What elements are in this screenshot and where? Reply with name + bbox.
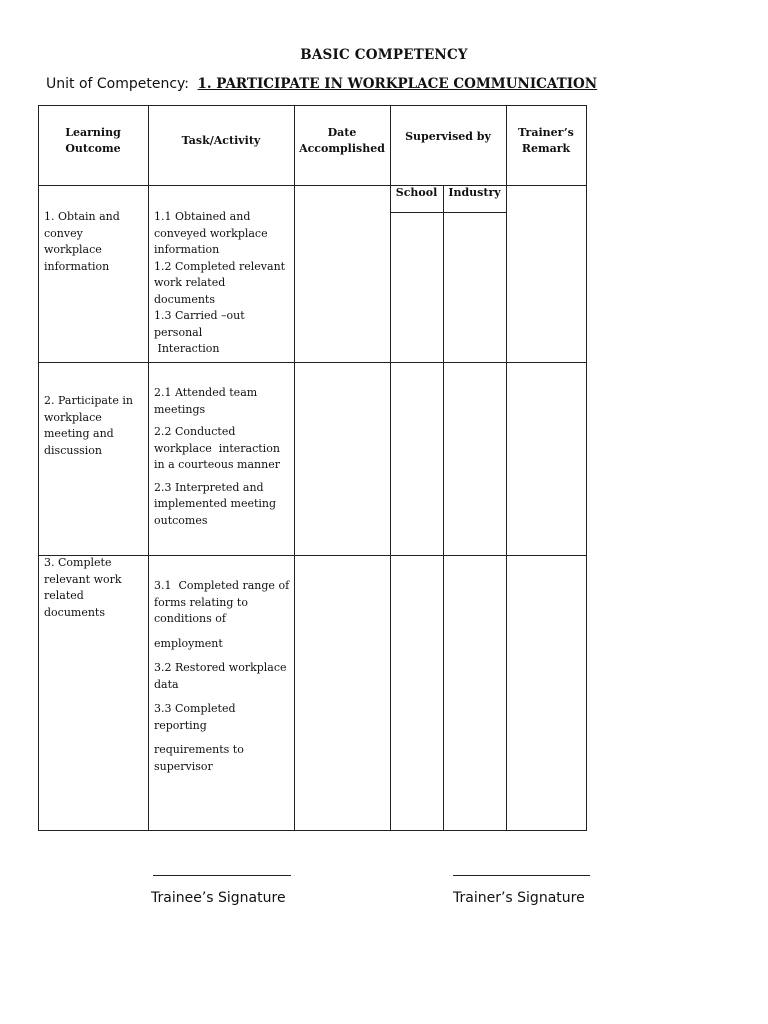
subheader-industry: Industry <box>448 186 501 199</box>
trainee-signature-line[interactable] <box>153 875 291 876</box>
task-line: Interaction <box>154 342 220 355</box>
task-line: 2.1 Attended team <box>154 386 258 399</box>
task-line: personal <box>154 325 203 339</box>
trainer-signature-label: Trainer’s Signature <box>453 890 585 906</box>
task-2-1 <box>154 385 294 418</box>
task-line: supervisor <box>154 759 213 773</box>
task-line: workplace interaction <box>154 441 280 455</box>
unit-of-competency <box>46 76 597 92</box>
header-learning-outcome-line1: Learning <box>65 126 121 139</box>
row2-tasks <box>154 385 294 529</box>
task-line: meetings <box>154 402 206 416</box>
task-line: reporting <box>154 718 207 732</box>
header-remark-line2: Remark <box>521 142 571 155</box>
task-line: employment <box>154 636 223 650</box>
task-3-3 <box>154 701 294 734</box>
row2-outcome-line: 2. Participate in <box>44 394 133 407</box>
task-line: data <box>154 677 179 691</box>
unit-label: Unit of Competency: <box>46 76 190 92</box>
row1-outcome-line: information <box>44 259 110 273</box>
header-remark-line1: Trainer’s <box>518 126 574 139</box>
task-line: requirements to <box>154 743 244 756</box>
header-date-line1: Date <box>327 126 357 139</box>
task-line: information <box>154 243 220 256</box>
header-task-activity: Task/Activity <box>181 134 261 147</box>
task-line: conveyed workplace <box>154 226 268 240</box>
task-line: outcomes <box>154 513 208 527</box>
task-3-2 <box>154 660 294 693</box>
row3-tasks <box>154 578 294 775</box>
task-3-1-cont <box>154 636 294 653</box>
task-line: 2.3 Interpreted and <box>154 480 264 494</box>
task-2-2 <box>154 424 294 474</box>
task-1-3 <box>154 308 294 358</box>
header-date-accomplished <box>294 125 390 157</box>
task-1-2 <box>154 259 294 309</box>
trainee-signature-label: Trainee’s Signature <box>151 890 286 906</box>
task-line: in a courteous manner <box>154 458 280 471</box>
task-line: 1.3 Carried –out <box>154 309 245 322</box>
unit-name: 1. PARTICIPATE IN WORKPLACE COMMUNICATION <box>197 76 598 92</box>
row3-outcome-line: documents <box>44 605 105 619</box>
task-line: 3.3 Completed <box>154 702 236 715</box>
trainer-signature-line[interactable] <box>453 875 590 876</box>
header-trainers-remark <box>506 125 586 157</box>
row1-outcome-line: workplace <box>44 243 102 256</box>
task-line: 3.1 Completed range of <box>154 579 290 592</box>
header-date-line2: Accomplished <box>299 142 385 155</box>
task-line: 2.2 Conducted <box>154 425 236 438</box>
task-line: forms relating to <box>154 595 248 609</box>
task-3-3-cont <box>154 742 294 775</box>
header-learning-outcome <box>38 125 148 157</box>
row2-outcome-line: discussion <box>44 443 102 457</box>
row1-outcome-line: convey <box>44 226 83 240</box>
task-line: 3.2 Restored workplace <box>154 661 287 674</box>
task-line: conditions of <box>154 612 226 625</box>
task-line: 1.2 Completed relevant <box>154 259 286 273</box>
row1-tasks <box>154 209 294 358</box>
task-line: 1.1 Obtained and <box>154 210 251 223</box>
subheader-school: School <box>395 186 438 199</box>
row1-learning-outcome <box>44 209 156 275</box>
header-learning-outcome-line2: Outcome <box>65 142 121 155</box>
row3-learning-outcome <box>44 555 156 621</box>
task-2-3 <box>154 480 294 530</box>
task-line: documents <box>154 292 215 306</box>
task-1-1 <box>154 209 294 259</box>
task-line: work related <box>154 276 226 289</box>
header-supervised-by: Supervised by <box>405 130 491 143</box>
task-3-1 <box>154 578 294 628</box>
row1-outcome-line: 1. Obtain and <box>44 210 120 223</box>
row2-learning-outcome <box>44 393 156 459</box>
row3-outcome-line: relevant work <box>44 572 122 586</box>
row3-outcome-line: related <box>44 589 84 602</box>
row2-outcome-line: meeting and <box>44 427 114 440</box>
document-title: BASIC COMPETENCY <box>300 47 468 63</box>
row3-outcome-line: 3. Complete <box>44 556 112 569</box>
row2-outcome-line: workplace <box>44 410 102 424</box>
task-line: implemented meeting <box>154 497 277 510</box>
